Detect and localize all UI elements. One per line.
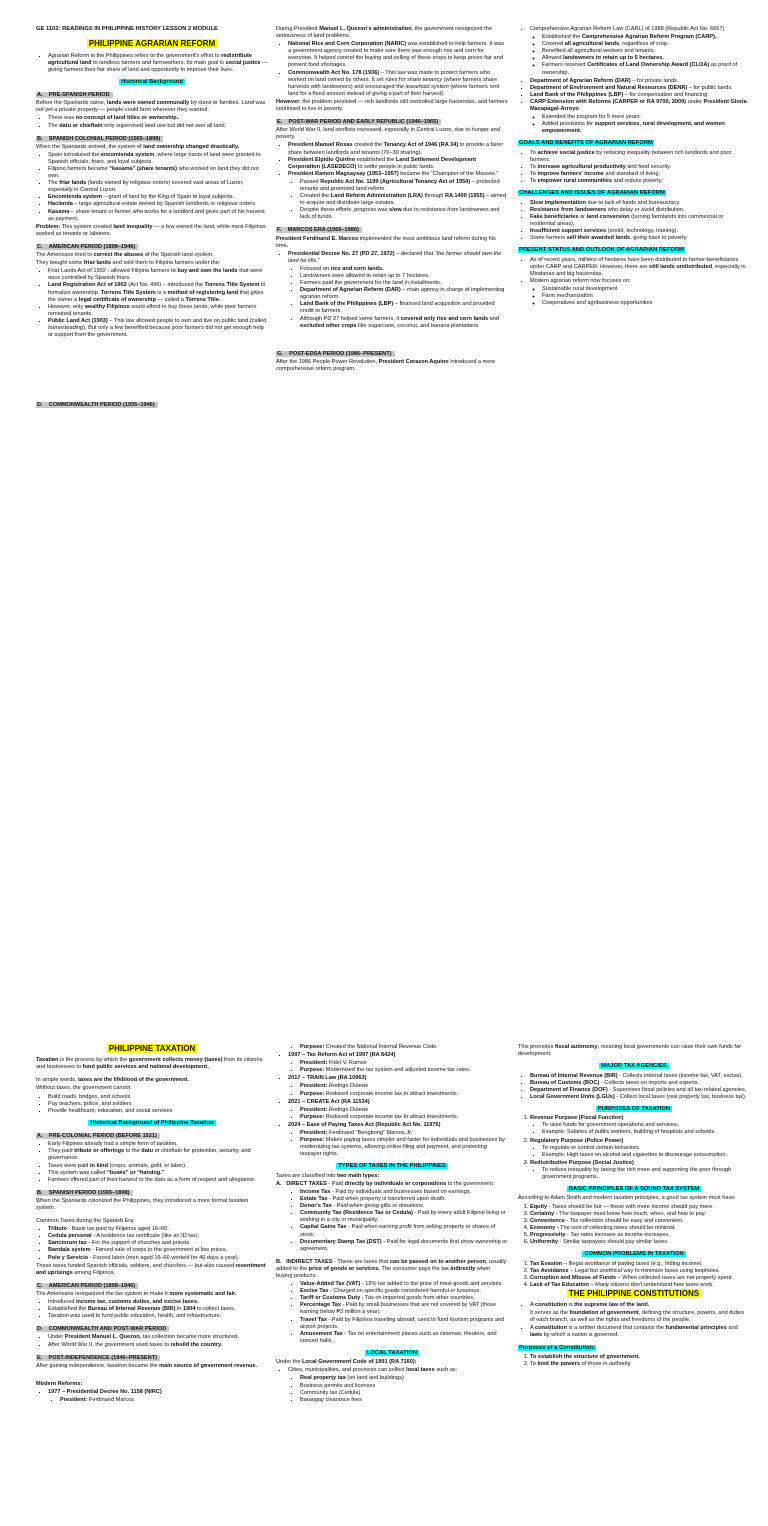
numbered-list (518, 1204, 750, 1247)
bullet-list (276, 1052, 508, 1059)
bullet-list (518, 1073, 750, 1101)
paragraph: Taxation is the process by which the government collects money (taxes) from its citizens and businesses to fund public services and national development. (36, 1057, 263, 1071)
paragraph: B. INDIRECT TAXES - These are taxes that can be passed on to another person, usually added to the price of goods or services. The consumer pays the tax indirectly when buying products. (276, 1258, 507, 1279)
list-item: ▪ Example: Salaries of public workers, building of hospitals and schools. (542, 1129, 750, 1136)
list-item: ◦ Cooperatives and agribusiness opportunities (542, 300, 750, 307)
section-heading-text: PHILIPPINE AGRARIAN REFORM (88, 39, 216, 49)
list-item: ▪ National Rice and Corn Corporation (NARIC) was established to help farmers. It was a government agency created to make sure there was enough rice and corn for everyone. It helped control the buying and selling of these crops to keep prices fair and prevent food shortages. (288, 41, 508, 69)
bullet-list (276, 1044, 508, 1051)
list-item: • Created the Land Reform Administration (LRA) through RA 1400 (1955) – aimed to acquire and distribute large estates. (300, 193, 508, 207)
page-2 (0, 512, 768, 1403)
page-1 (0, 0, 768, 512)
subsection-heading (518, 1186, 750, 1193)
list-item: ▪ Commonwealth Act No. 178 (1936) – This law was made to protect farmers who worked on land owned by others. It set rules for share tenancy (where farmers share harvests with landowners) and encouraged the leasehold system (where farmers rent land for a fixed amount instead of giving a part of their harvest). (288, 70, 508, 98)
list-item: 2. To limit the powers of those in authority. (530, 1361, 750, 1368)
subsection-heading (518, 1251, 750, 1258)
paragraph: After World War II, land conflicts increased, especially in Central Luzon, due to hunger and poverty. (276, 127, 500, 141)
bullet-list (276, 266, 508, 330)
subsection-heading-text: COMMON PROBLEMS IN TAXATION (584, 1251, 684, 1258)
numbered-list (518, 1354, 750, 1368)
bullet-list (518, 78, 750, 113)
list-item: 5. Progressivity - Tax rates increase as income increases. (530, 1232, 750, 1239)
list-item: ▪ Slow implementation due to lack of funds and bureaucracy. (530, 200, 750, 207)
bullet-list (276, 1083, 508, 1097)
numbered-list (518, 1160, 750, 1167)
period-heading (36, 1190, 268, 1197)
subsection-heading (518, 140, 750, 147)
list-item: ▪ Established the Bureau of Internal Revenue (BIR) in 1904 to collect taxes. (48, 1306, 268, 1313)
list-item: ▪ Amusement Tax - Tax on entertainment places such as cinemas, theaters, and concert halls. (300, 1331, 508, 1345)
period-heading (276, 119, 508, 126)
bullet-list (518, 26, 750, 33)
list-item: ▪ A constitution is a written document that contains the fundamental principles and laws by which a nation is governed. (530, 1325, 750, 1339)
paragraph: Problem: This system created land inequality — a few owned the land, while most Filipinos worked as tenants or laborers. (36, 223, 266, 237)
period-heading-label: B. SPANISH COLONIAL PERIOD (1565–1898) (36, 136, 163, 142)
bullet-list (276, 1122, 508, 1129)
list-item: 2. Certainty - The taxpayer must know how much, when, and how to pay. (530, 1211, 750, 1218)
paragraph: These taxes funded Spanish officials, soldiers, and churches — but also caused resentment and uprisings among Filipinos. (36, 1262, 266, 1276)
list-item: ▪ 2021 – CREATE Act (RA 11534) (288, 1099, 508, 1106)
list-item: 2. Tax Avoidance – Legal but unethical way to minimize taxes using loopholes. (530, 1268, 750, 1275)
list-item: ▪ The friar lands (lands owned by religious orders) covered vast areas of Luzon, especially in Central Luzon. (48, 180, 268, 194)
list-item: • Department of Agrarian Reform (DAR) – main agency in charge of implementing agrarian reform. (300, 287, 508, 301)
subsection-heading (36, 79, 268, 86)
paragraph: Without taxes, the government cannot: (36, 1085, 132, 1092)
list-item: ▪ To regulate or control certain behaviors. (542, 1145, 750, 1152)
list-item: 1. Equity - Taxes should be fair — those with more income should pay more. (530, 1204, 750, 1211)
bullet-list (36, 1389, 268, 1396)
section-heading-text: THE PHILIPPINE CONSTITUTIONS (568, 1288, 700, 1298)
period-heading (276, 227, 508, 234)
subsection-heading (276, 1350, 508, 1357)
list-item: • Purpose: Reduced corporate income tax to attract investments. (300, 1114, 508, 1121)
paragraph: According to Adam Smith and modern taxation principles, a good tax system must have: (518, 1195, 736, 1202)
list-item: ▪ Resistance from landowners who delay or avoid distribution. (530, 207, 750, 214)
list-item: ▪ Department of Agrarian Reform (DAR) – for private lands. (530, 78, 750, 85)
list-item: ▪ However, only wealthy Filipinos could afford to buy these lands, while poor farmers remained tenants. (48, 304, 268, 318)
list-item: ▪ President Ramon Magsaysay (1953–1957) became the “Champion of the Masses.” (288, 171, 508, 178)
list-item: ▪ Department of Finance (DOF) - Supervises fiscal policies and all tax-related agencies. (530, 1087, 750, 1094)
bullet-list (518, 114, 750, 135)
page2-column-2 (276, 1044, 508, 1526)
list-item: ▪ The datu or chieftain only supervised land use but did not own all land. (48, 123, 268, 130)
period-heading (36, 1355, 268, 1362)
paragraph: The Americans reorganized the tax system to make it more systematic and fair. (36, 1290, 237, 1297)
list-item: ▪ 1977 – Presidential Decree No. 1158 (NIRC) (48, 1389, 268, 1396)
period-heading-label: D. COMMONWEALTH PERIOD (1935–1946) (36, 402, 158, 408)
list-item: • President: Ferdinand Marcos (60, 1397, 268, 1404)
list-item: ▪ Filipino farmers became “kasama” (share tenants) who worked on land they did not own. (48, 166, 268, 180)
bullet-list (36, 1299, 268, 1320)
list-item: ▪ Provide healthcare, education, and social services (48, 1108, 268, 1115)
list-item: ▪ Value-Added Tax (VAT) - 12% tax added to the price of most goods and services. (300, 1281, 508, 1288)
bullet-list (36, 1094, 268, 1115)
list-item: 1. To establish the structure of government. (530, 1354, 750, 1361)
subsection-heading-text: LOCAL TAXATION (366, 1349, 418, 1356)
list-item: • Farmers paid the government for the land in installments. (300, 280, 508, 287)
paragraph: After gaining independence, taxation became the main source of government revenue. (36, 1362, 258, 1369)
bullet-list (36, 268, 268, 339)
paragraph: Under the Local Government Code of 1991 (RA 7160): (276, 1359, 417, 1366)
list-item: ▪ Public Land Act (1903) – This law allowed people to own and live on public land (called homesteading). But only a few benefited because poor farmers did not get enough help or support from the government. (48, 318, 268, 339)
list-item: ▪ Presidential Decree No. 27 (PD 27, 1972) – declared that “the farmer should own the land he tills.” (288, 251, 508, 265)
list-item: • Business permits and licenses (300, 1383, 508, 1390)
list-item: • Real property tax (on land and buildings) (300, 1375, 508, 1382)
list-item: ▪ Bandala system - Forced sale of crops to the government at low prices. (48, 1247, 268, 1254)
bullet-list (276, 251, 508, 265)
list-item: ◦ Farmers received Certificates of Land Ownership Award (CLOA) as proof of ownership. (542, 62, 750, 76)
bullet-list (276, 1099, 508, 1106)
bullet-list (518, 1325, 750, 1339)
spacer (36, 340, 268, 396)
page1-column-2 (276, 26, 508, 506)
list-item: 4. Economy - The cost of collecting taxes should be minimal. (530, 1225, 750, 1232)
period-heading-label: C. AMERICAN PERIOD (1898–1946) (36, 1283, 138, 1289)
list-item: ▪ To achieve social justice by reducing inequality between rich landlords and poor farmers. (530, 150, 750, 164)
bullet-list (276, 142, 508, 177)
list-item: 3. Convenience - Tax collection should be easy and convenient. (530, 1218, 750, 1225)
period-heading (36, 92, 268, 99)
period-heading-label: E. POST-INDEPENDENCE (1946–PRESENT) (36, 1355, 160, 1361)
list-item: ▪ Sanctorum tax - For the support of churches and priests. (48, 1240, 268, 1247)
bullet-list (36, 115, 268, 129)
period-heading (36, 244, 268, 251)
subsection-heading-text: PRESENT STATUS AND OUTLOOK OF AGRARIAN REFORM (519, 247, 684, 254)
subsection-heading-text: TYPES OF TAXES IN THE PHILIPPINES (338, 1163, 446, 1170)
bullet-list (36, 1226, 268, 1261)
list-item: ▪ Farmers offered part of their harvest to the datu as a form of respect and allegiance. (48, 1177, 268, 1184)
period-heading (36, 1326, 268, 1333)
list-item: ◦ Benefited all agricultural workers and tenants. (542, 48, 750, 55)
list-item: 3. Redistributive Purpose (Social Justice) (530, 1160, 750, 1167)
list-item: ▪ Insufficient support services (credit, technology, training). (530, 228, 750, 235)
list-item: • Barangay clearance fees (300, 1397, 508, 1404)
list-item: ▪ Kasama – share tenant or farmer who works for a landlord and gives part of his harvest as payment. (48, 209, 268, 223)
list-item: ▪ Capital Gains Tax - Paid when earning profit from selling property or shares of stock. (300, 1224, 508, 1238)
section-heading (36, 39, 268, 49)
list-item: ▪ Tributo - Basic tax paid by Filipinos aged 16–60. (48, 1226, 268, 1233)
page1-column-3 (518, 26, 750, 506)
list-item: ▪ To reduce inequality by taxing the rich more and supporting the poor through government programs. (542, 1167, 750, 1181)
numbered-list (518, 1115, 750, 1122)
bullet-list (518, 1122, 750, 1136)
list-item: ▪ Documentary Stamp Tax (DST) - Paid for legal documents that show ownership or agreement. (300, 1239, 508, 1253)
period-heading-label: A. PRE-SPANISH PERIOD (36, 92, 113, 98)
list-item: • President: Ferdinand “Bongbong” Marcos Jr. (300, 1130, 508, 1137)
list-item: 3. Corruption and Misuse of Funds – When collected taxes are not properly spent. (530, 1275, 750, 1282)
list-item: ▪ 1997 – Tax Reform Act of 1997 (RA 8424) (288, 1052, 508, 1059)
period-heading (36, 402, 268, 409)
list-item: ▪ Land Registration Act of 1902 (Act No. 496) – introduced the Torrens Title System to formalize ownership. Torrens Title System is a method of registering land that gives the owner a legal certificate of ownership — called a Torrens Title. (48, 282, 268, 303)
list-item: 2. Regulatory Purpose (Police Power) (530, 1138, 750, 1145)
bullet-list (276, 41, 508, 98)
list-item: ▪ Department of Environment and Natural Resources (DENR) – for public lands. (530, 85, 750, 92)
paragraph: When the Spaniards colonized the Philippines, they introduced a more formal taxation system. (36, 1197, 249, 1212)
list-item: ▪ CARP Extension with Reforms (CARPER or RA 9700, 2009) under President Gloria Macapagal-Arroyo (530, 99, 750, 113)
list-item: ▪ Percentage Tax - Paid by small businesses that are not covered by VAT (those earning below ₱3 million a year). (300, 1302, 508, 1316)
paragraph: Modern Reforms: (36, 1380, 83, 1387)
paragraph: Before the Spaniards came, lands were owned communally by clans or families. Land was not yet a private property — people could farm wherever they wanted. (36, 100, 266, 114)
numbered-list (518, 1261, 750, 1289)
list-item: ▪ Some farmers sell their awarded lands, going back to poverty. (530, 235, 750, 242)
numbered-list (518, 1138, 750, 1145)
list-item: ▪ Taxes were paid in kind (crops, animals, gold, or labor). (48, 1163, 268, 1170)
period-heading-label: A. PRE-COLONIAL PERIOD (BEFORE 1521) (36, 1133, 160, 1139)
bullet-list (276, 1281, 508, 1345)
list-item: ▪ President Manuel Roxas created the Tenancy Act of 1946 (RA 34) to provide a fairer share between landlords and tenants (70–30 sharing). (288, 142, 508, 156)
subsection-heading-text: Historical Background (121, 78, 183, 85)
list-item: ◦ Sustainable rural development (542, 286, 750, 293)
period-heading (36, 1133, 268, 1140)
list-item: ▪ Spain introduced the encomienda system, where large tracts of land were granted to Spanish officials, friars, and loyal subjects. (48, 152, 268, 166)
list-item: ▪ Bureau of Customs (BOC) - Collects taxes on imports and exports. (530, 1080, 750, 1087)
period-heading-label: E. POST-WAR PERIOD AND EARLY REPUBLIC (1946–1965) (276, 119, 441, 125)
list-item: ▪ Land Bank of the Philippines (LBP) – for compensation and financing. (530, 92, 750, 99)
list-item: • Despite these efforts, progress was slow due to resistance from landowners and lack of funds. (300, 207, 508, 221)
list-item: ▪ Fake beneficiaries or land conversion (turning farmlands into commercial or residential areas). (530, 214, 750, 228)
list-item: ▪ Modern agrarian reform now focuses on: (530, 278, 750, 285)
paragraph: President Ferdinand E. Marcos implemented the most ambitious land reform during his time. (276, 235, 496, 249)
subsection-heading (36, 1120, 268, 1127)
list-item: ◦ Allowed landowners to retain up to 5 hectares. (542, 55, 750, 62)
subsection-heading-text: BASIC PRINCIPLES OF A SOUND TAX SYSTEM (568, 1186, 700, 1193)
paragraph: After the 1986 People Power Revolution, President Corazon Aquino introduced a more comprehensive reform program. (276, 358, 496, 372)
list-item: ▪ There was no concept of land titles or ownership. (48, 115, 268, 122)
subsection-heading-text: Historical Background of Philippine Taxation (90, 1119, 214, 1126)
list-item: ▪ Cities, municipalities, and provinces can collect local taxes such as: (288, 1367, 508, 1374)
list-item: ▪ Tariff or Customs Duty - Tax on imported goods from other countries. (300, 1295, 508, 1302)
bullet-list (276, 1130, 508, 1158)
bullet-list (276, 1075, 508, 1082)
list-item: ▪ Agrarian Reform in the Philippines refers to the government's effort to redistribute agricultural land to landless farmers and farmworkers. Its main goal is social justice — giving farmers their fair share of land and opportunity to improve their lives. (48, 53, 268, 74)
list-item: ▪ Donor's Tax - Paid when giving gifts or donations. (300, 1203, 508, 1210)
list-item: ▪ Polo y Servicio - Forced labor (men aged 16–60 worked for 40 days a year). (48, 1255, 268, 1262)
list-item: ◦ Established the Comprehensive Agrarian Reform Program (CARP). (542, 34, 750, 41)
subsection-heading (518, 190, 750, 197)
list-item: ▪ President Elpidio Quirino established the Land Settlement Development Corporation (LASEDECO) to settle people in public lands. (288, 157, 508, 171)
bullet-list (36, 1334, 268, 1348)
subsection-heading (276, 1163, 508, 1170)
document-title: GE 1102: READINGS IN PHILIPPINE HISTORY LESSON 2 MODULE (36, 26, 218, 32)
list-item: • Passed Republic Act No. 1199 (Agricultural Tenancy Act of 1954) – protected tenants and promoted land reform. (300, 179, 508, 193)
list-item: ▪ Pay teachers, police, and soldiers (48, 1101, 268, 1108)
list-item: ▪ Community Tax (Residence Tax or Cedula) - Paid by every adult Filipino living or working in a city or municipality. (300, 1210, 508, 1224)
list-item: ▪ To empower rural communities and reduce poverty. (530, 178, 750, 185)
list-item: ▪ To increase agricultural productivity and food security. (530, 164, 750, 171)
bullet-list (276, 1189, 508, 1253)
list-item: • President: Fidel V. Ramos (300, 1060, 508, 1067)
bullet-list (276, 179, 508, 222)
bullet-list (518, 257, 750, 285)
page2-column-3 (518, 1044, 750, 1526)
list-item: • Land Bank of the Philippines (LBP) – financed land acquisition and provided credit to farmers. (300, 301, 508, 315)
list-item: ▪ Estate Tax - Paid when property is transferred upon death. (300, 1196, 508, 1203)
section-heading (518, 1289, 750, 1299)
list-item: ▪ Income Tax - Paid by individuals and businesses based on earnings. (300, 1189, 508, 1196)
subsection-heading (518, 1106, 750, 1113)
subsection-heading-text: MAJOR TAX AGENCIES (601, 1063, 667, 1070)
list-item: • Landowners were allowed to retain up to 7 hectares. (300, 273, 508, 280)
list-item: ▪ Taxation was used to fund public education, health, and infrastructure. (48, 1313, 268, 1320)
list-item: 1. Revenue Purpose (Fiscal Function) (530, 1115, 750, 1122)
list-item: ▪ This system was called “buwis” or “handog.” (48, 1170, 268, 1177)
period-heading-label: C. AMERICAN PERIOD (1898–1946) (36, 244, 138, 250)
bullet-list (518, 34, 750, 77)
subsection-heading-text: CHALLENGES AND ISSUES OF AGRARIAN REFORM (519, 190, 665, 197)
bullet-list (276, 1107, 508, 1121)
list-item: ◦ Covered all agricultural lands, regardless of crop. (542, 41, 750, 48)
bullet-list (518, 1145, 750, 1159)
subsection-heading (518, 247, 750, 254)
bullet-list (518, 150, 750, 185)
page2-column-1 (36, 1044, 268, 1526)
paragraph: It serves as the foundation of government, defining the structure, powers, and duties of each branch, as well as the rights and freedoms of the people. (530, 1310, 745, 1324)
bullet-list (276, 1060, 508, 1074)
paragraph: This promotes fiscal autonomy, meaning local governments can raise their own funds for development. (518, 1044, 741, 1058)
bullet-list (36, 1141, 268, 1184)
list-item: • Although PD 27 helped some farmers, it covered only rice and corn lands and excluded other crops like sugarcane, coconut, and banana plantations. (300, 316, 508, 330)
list-item: 4. Lack of Tax Education – Many citizens don't understand how taxes work. (530, 1282, 750, 1289)
paragraph: Taxes are classified into two main types: (276, 1172, 380, 1179)
list-item: ▪ 2024 – Ease of Paying Taxes Act (Republic Act No. 11976) (288, 1122, 508, 1129)
list-item: ▪ After World War II, the government used taxes to rebuild the country. (48, 1342, 268, 1349)
paragraph: When the Spaniards arrived, the system of land ownership changed drastically. (36, 143, 240, 150)
list-item: ▪ Cedula personal - A residence tax certificate (like an ID tax). (48, 1233, 268, 1240)
list-item: ▪ Excise Tax - Charged on specific goods considered harmful or luxurious. (300, 1288, 508, 1295)
period-heading-label: F. MARCOS ERA (1965–1986) (276, 227, 362, 233)
list-item: ▪ To raise funds for government operations and services. (542, 1122, 750, 1129)
list-item: ▪ Introduced income tax, customs duties, and excise taxes. (48, 1299, 268, 1306)
list-item: 1. Tax Evasion – Illegal avoidance of paying taxes (e.g., hiding income). (530, 1261, 750, 1268)
paragraph: A. DIRECT TAXES - Paid directly by individuals or corporations to the government. (276, 1180, 495, 1187)
period-heading-label: D. COMMONWEALTH AND POST-WAR PERIOD (36, 1326, 169, 1332)
paragraph: The Americans tried to correct the abuses of the Spanish land system. (36, 252, 214, 259)
list-item: ◦ Farm mechanization (542, 293, 750, 300)
list-item: ▪ Bureau of Internal Revenue (BIR) - Collects internal taxes (income tax, VAT, excise). (530, 1073, 750, 1080)
list-item: ▪ Comprehensive Agrarian Reform Law (CARL) of 1988 (Republic Act No. 6657) (530, 26, 750, 33)
period-heading (36, 1283, 268, 1290)
list-item: • Purpose: Reduced corporate income tax to attract investments. (300, 1091, 508, 1098)
list-item: ▪ Build roads, bridges, and schools (48, 1094, 268, 1101)
paragraph: However, the problem persisted — rich landlords still controlled large haciendas, and farmers continued to live in poverty. (276, 98, 508, 113)
list-item: ▪ Local Government Units (LGUs) - Collect local taxes (real property tax, business tax). (530, 1094, 750, 1101)
spacer (276, 331, 508, 345)
bullet-list (36, 152, 268, 223)
bullet-list (276, 1367, 508, 1374)
list-item: • Focused on rice and corn lands. (300, 266, 508, 273)
bullet-list (36, 53, 268, 74)
subsection-heading-text: PURPOSES OF TAXATION (597, 1105, 671, 1112)
paragraph: They bought some friar lands and sold them to Filipino farmers under the: (36, 260, 221, 267)
list-item: ▪ Under President Manuel L. Quezon, tax collection became more structured. (48, 1334, 268, 1341)
subsection-heading-text: GOALS AND BENEFITS OF AGRARIAN REFORM (519, 140, 653, 147)
paragraph: In simple words, taxes are the lifeblood of the government. (36, 1077, 189, 1084)
list-item: ▪ Friar Lands Act of 1902 - allowed Filipino farmers to buy and own the lands that were once controlled by Spanish friars. (48, 268, 268, 282)
list-item: ▪ 2017 – TRAIN Law (RA 10963) (288, 1075, 508, 1082)
list-item: ▪ They paid tribute or offerings to the datu or chieftain for protection, security, and governance. (48, 1148, 268, 1162)
list-item: • Purpose: Created the National Internal Revenue Code. (300, 1044, 508, 1051)
list-item: ▪ Hacienda – large agricultural estate owned by Spanish landlords or religious orders. (48, 201, 268, 208)
list-item: • Community tax (Cedula) (300, 1390, 508, 1397)
period-heading-label: B. SPANISH PERIOD (1565–1898) (36, 1190, 133, 1196)
bullet-list (518, 286, 750, 307)
bullet-list (518, 1167, 750, 1181)
subsection-heading (518, 1345, 750, 1352)
paragraph: Common Taxes during the Spanish Era: (36, 1218, 135, 1225)
list-item: ▪ To improve farmers' income and standard of living. (530, 171, 750, 178)
bullet-list (518, 1302, 750, 1309)
subsection-heading-text: Purposes of a Constitution: (519, 1344, 596, 1351)
list-item: • Purpose: Makes paying taxes simpler and faster for individuals and businesses by modernizing tax systems, allowing online filing and payment, and protecting taxpayer rights. (300, 1137, 508, 1158)
bullet-list (518, 200, 750, 243)
list-item: • President: Rodrigo Duterte (300, 1107, 508, 1114)
section-heading (36, 1044, 268, 1054)
period-heading-label: G. POST-EDSA PERIOD (1986–PRESENT) (276, 351, 395, 357)
bullet-list (36, 1397, 268, 1404)
period-heading (36, 136, 268, 143)
list-item: ▪ Early Filipinos already had a simple form of taxation. (48, 1141, 268, 1148)
list-item: • President: Rodrigo Duterte (300, 1083, 508, 1090)
list-item: • Purpose: Modernized the tax system and adjusted income tax rates. (300, 1067, 508, 1074)
list-item: ◦ Added provisions for support services, rural development, and women empowerment. (542, 121, 750, 135)
list-item: ▪ As of recent years, millions of hectares have been distributed to farmer-beneficiaries under CARP and CARPER. However, there are still lands undistributed, especially in Mindanao and big haciendas. (530, 257, 750, 278)
subsection-heading (518, 1063, 750, 1070)
period-heading (276, 351, 508, 358)
list-item: ▪ A constitution is the supreme law of the land. (530, 1302, 750, 1309)
page1-column-1 (36, 26, 268, 506)
list-item: 6. Uniformity - Similar taxpayers should pay similar taxes. (530, 1239, 750, 1246)
list-item: ▪ Encomienda system – grant of land by the King of Spain to loyal subjects. (48, 194, 268, 201)
list-item: ◦ Extended the program for 5 more years. (542, 114, 750, 121)
list-item: ▪ Travel Tax - Paid by Filipinos traveling abroad, used to fund tourism programs and airport projects. (300, 1317, 508, 1331)
list-item: ▪ Example: High taxes on alcohol and cigarettes to discourage consumption. (542, 1152, 750, 1159)
section-heading-text: PHILIPPINE TAXATION (108, 1044, 196, 1053)
bullet-list (276, 1375, 508, 1403)
paragraph: During President Manuel L. Quezon's administration, the government recognized the seriousness of land problems. (276, 26, 492, 40)
